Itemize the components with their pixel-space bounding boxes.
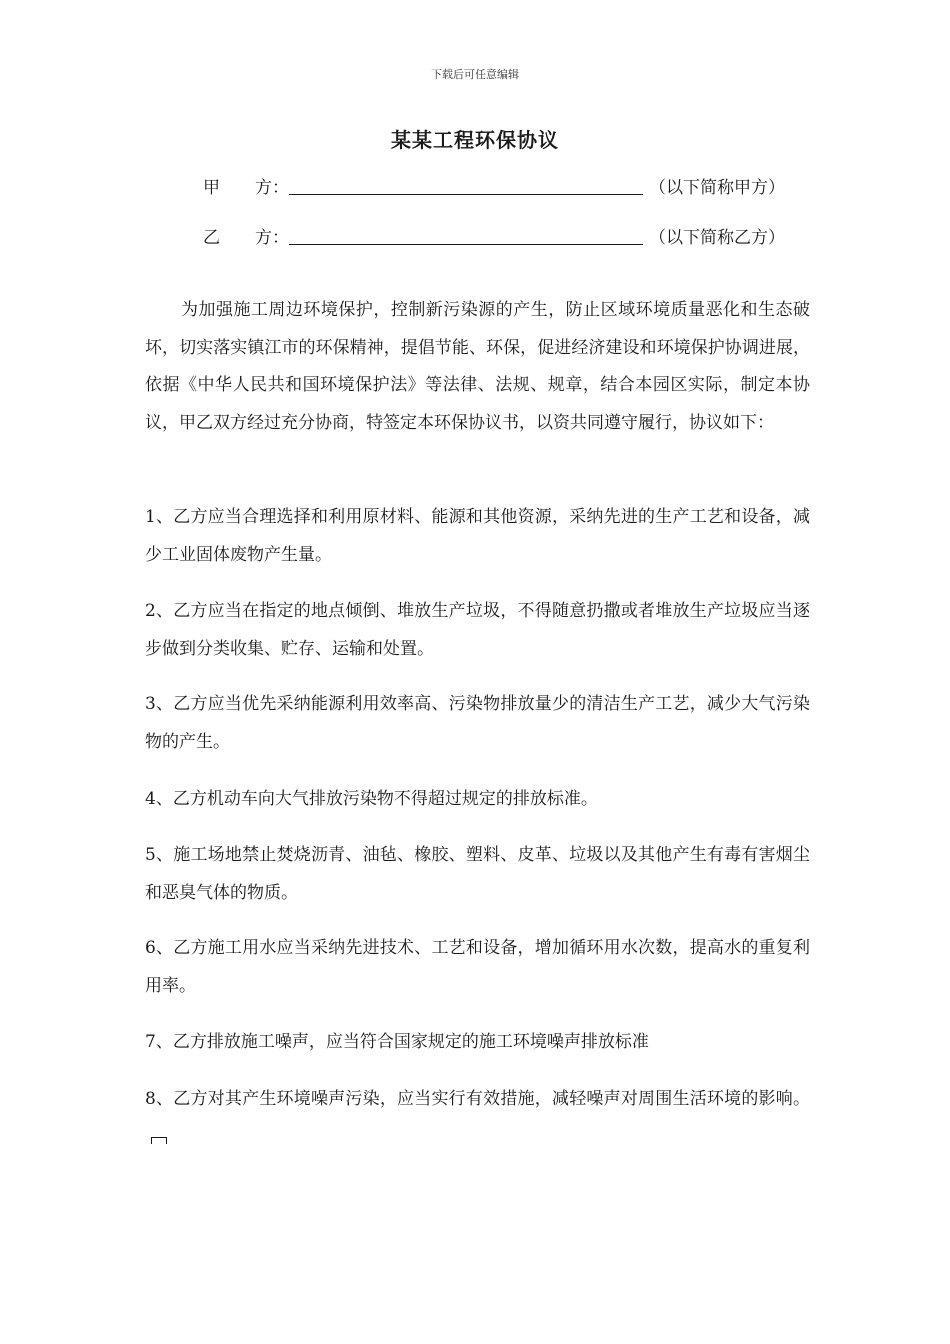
clause-1: 1、乙方应当合理选择和利用原材料、能源和其他资源，采纳先进的生产工艺和设备，减少工业固体废物产生量。: [145, 507, 810, 565]
intro-paragraph: 为加强施工周边环境保护，控制新污染源的产生，防止区域环境质量恶化和生态破坏，切实落实镇江市的环保精神，提倡节能、环保，促进经济建设和环境保护协调进展，依据《中华人民共和国环境保护法》等法律、法规、规章，结合本园区实际，制定本协议，甲乙双方经过充分协商，特签定本环保协议书，以资共同遵守履行，协议如下：: [145, 300, 810, 433]
party-a-label: [203, 173, 289, 198]
party-a-label-first: 甲: [203, 178, 220, 198]
clause-4: 4、乙方机动车向大气排放污染物不得超过规定的排放标准。: [145, 789, 598, 809]
clause-7: 7、乙方排放施工噪声，应当符合国家规定的施工环境噪声排放标准: [145, 1032, 649, 1052]
clause-3: 3、乙方应当优先采纳能源利用效率高、污染物排放量少的清洁生产工艺，减少大气污染物的产生。: [145, 694, 810, 752]
party-b-label-first: 乙: [203, 228, 220, 248]
clause-2: 2、乙方应当在指定的地点倾倒、堆放生产垃圾，不得随意扔撒或者堆放生产垃圾应当逐步做到分类收集、贮存、运输和处置。: [145, 601, 810, 659]
party-b-row: [203, 222, 785, 248]
header-note: 下载后可任意编辑: [431, 68, 519, 81]
party-b-label: [203, 223, 289, 248]
party-b-blank-line[interactable]: [289, 226, 643, 245]
clause-5: 5、施工场地禁止焚烧沥青、油毡、橡胶、塑料、皮革、垃圾以及其他产生有毒有害烟尘和恶臭气体的物质。: [145, 845, 810, 903]
document-title: 某某工程环保协议: [391, 128, 559, 152]
party-a-label-second: 方：: [255, 178, 289, 198]
party-a-note: （以下简称甲方）: [649, 178, 785, 198]
party-a-blank-line[interactable]: [289, 176, 643, 195]
clause-8: [145, 1081, 810, 1156]
clause-8-text: 8、乙方对其产生环境噪声污染，应当实行有效措施，减轻噪声对周围生活环境的影响。: [145, 1089, 810, 1109]
party-b-note: （以下简称乙方）: [649, 228, 785, 248]
text-cursor-mark: [151, 1137, 167, 1144]
clause-6: 6、乙方施工用水应当采纳先进技术、工艺和设备，增加循环用水次数，提高水的重复利用率。: [145, 938, 810, 996]
party-b-label-second: 方：: [255, 228, 289, 248]
party-a-row: [203, 172, 785, 198]
